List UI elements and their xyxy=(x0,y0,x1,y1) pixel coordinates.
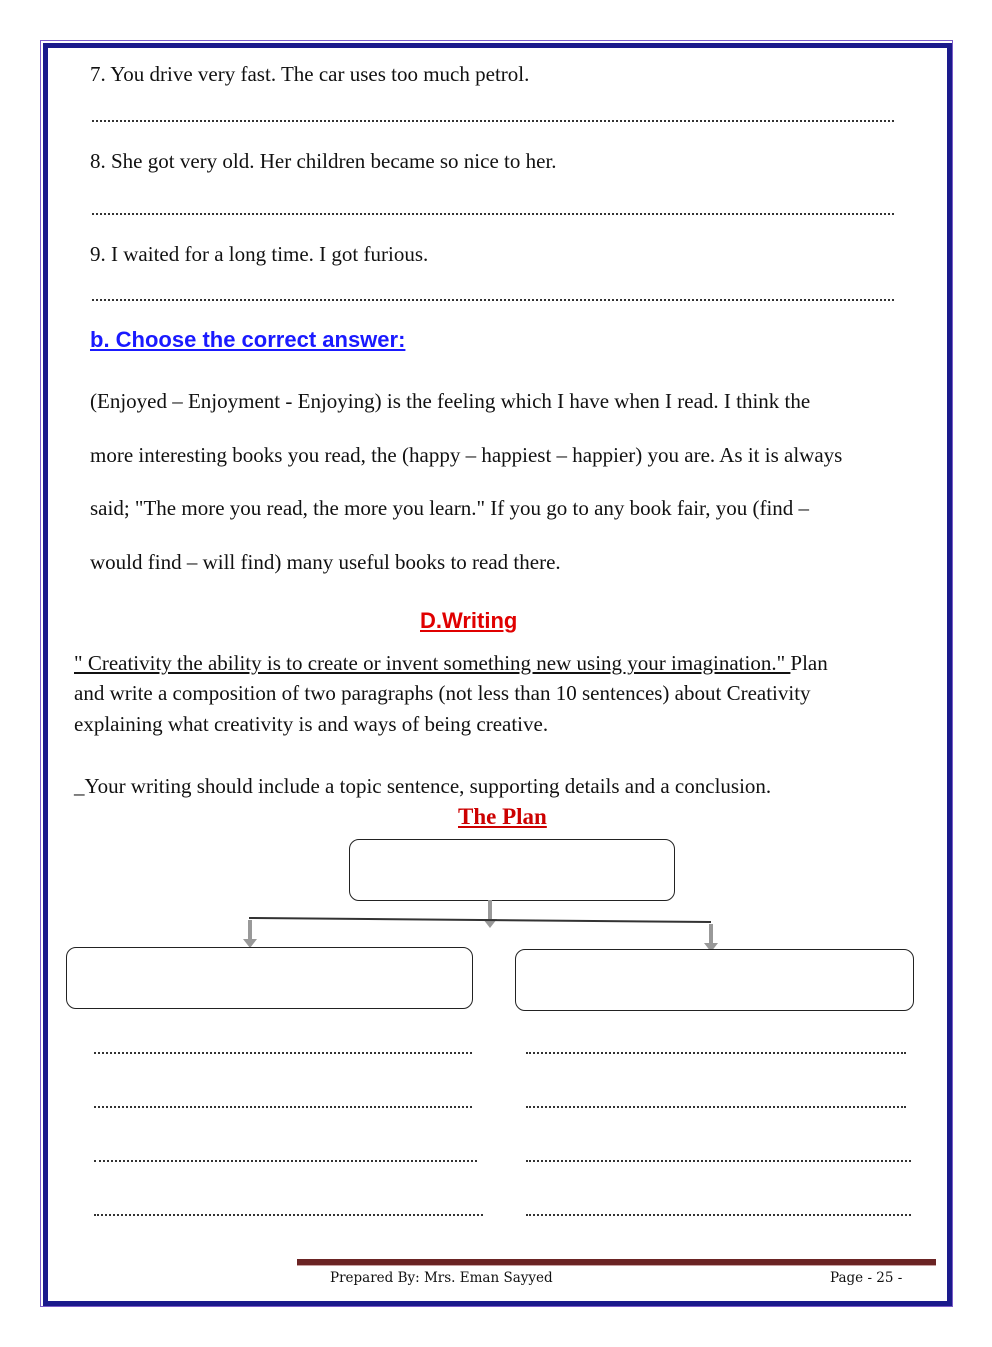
plan-title: The Plan xyxy=(458,804,547,829)
footer-rule xyxy=(297,1259,936,1266)
plan-box-right[interactable] xyxy=(515,949,914,1011)
instruction-text: and write a composition of two paragraphs (not less than 10 sentences) about Creativity xyxy=(74,681,811,705)
passage-line: (Enjoyed – Enjoyment - Enjoying) is the feeling which I have when I read. I think the xyxy=(90,389,811,413)
passage-line: would find – will find) many useful books to read there. xyxy=(90,550,561,574)
answer-line-7[interactable] xyxy=(92,120,894,122)
answer-line-9[interactable] xyxy=(92,299,894,301)
instruction-text: explaining what creativity is and ways of being creative. xyxy=(74,712,549,736)
instruction-note: _Your writing should include a topic sentence, supporting details and a conclusion. xyxy=(74,774,772,798)
plan-box-main[interactable] xyxy=(349,839,675,901)
plan-line-right[interactable] xyxy=(526,1160,911,1162)
plan-line-right[interactable] xyxy=(526,1052,906,1054)
section-b-heading: b. Choose the correct answer: xyxy=(90,327,406,352)
arrow-down-icon xyxy=(248,920,252,940)
passage-line: said; "The more you read, the more you learn." If you go to any book fair, you (find – xyxy=(90,496,810,520)
plan-line-right[interactable] xyxy=(526,1214,911,1216)
plan-line-left[interactable] xyxy=(94,1106,472,1108)
answer-line-8[interactable] xyxy=(92,213,894,215)
creativity-quote: " Creativity the ability is to create or invent something new using your imagination." xyxy=(74,651,791,675)
connector xyxy=(488,900,492,920)
plan-box-left[interactable] xyxy=(66,947,473,1009)
plan-line-left[interactable] xyxy=(94,1160,477,1162)
question-8: 8. She got very old. Her children became so nice to her. xyxy=(90,149,557,173)
footer-page-number: Page - 25 - xyxy=(830,1270,903,1286)
question-7: 7. You drive very fast. The car uses too much petrol. xyxy=(90,62,530,86)
instruction-text: Plan xyxy=(790,651,828,675)
writing-heading: D.Writing xyxy=(420,608,518,633)
plan-line-left[interactable] xyxy=(94,1052,472,1054)
footer-author: Prepared By: Mrs. Eman Sayyed xyxy=(330,1270,553,1286)
question-9: 9. I waited for a long time. I got furious. xyxy=(90,242,429,266)
arrow-down-icon xyxy=(709,924,713,944)
plan-line-right[interactable] xyxy=(526,1106,906,1108)
passage-line: more interesting books you read, the (happy – happiest – happier) you are. As it is always xyxy=(90,443,843,467)
plan-line-left[interactable] xyxy=(94,1214,483,1216)
